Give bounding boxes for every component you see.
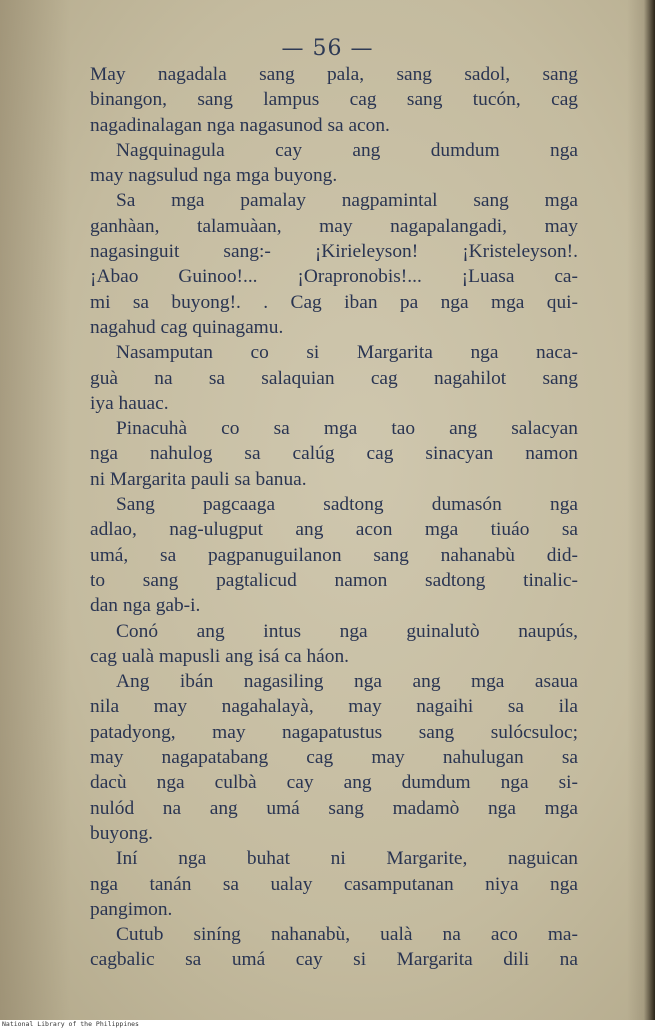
text-line: buyong. — [90, 822, 154, 844]
body-text — [90, 62, 578, 973]
text-line: nagasinguit sang:- ¡Kirieleyson! ¡Kristeleyson!. — [90, 241, 578, 263]
text-line: ¡Abao Guinoo!... ¡Orapronobis!... ¡Luasa ca- — [90, 266, 578, 288]
text-line: adlao, nag-ulugput ang acon mga tiuáo sa — [90, 519, 578, 541]
text-line: nulód na ang umá sang madamò nga mga — [90, 797, 578, 819]
text-line: cag ualà mapusli ang isá ca háon. — [90, 645, 349, 667]
text-line: Pinacuhà co sa mga tao ang salacyan — [116, 418, 578, 440]
text-line: Iní nga buhat ni Margarite, naguican — [116, 848, 578, 870]
text-line: iya hauac. — [90, 392, 169, 414]
text-line: nila may nagahalayà, may nagaihi sa ila — [90, 696, 578, 718]
page-number: — 56 — — [281, 36, 374, 61]
text-line: pangimon. — [90, 898, 173, 920]
text-line: dan nga gab-i. — [90, 595, 201, 617]
text-line: Ang ibán nagasiling nga ang mga asaua — [116, 671, 578, 693]
text-line: ganhàan, talamuàan, may nagapalangadi, may — [90, 215, 578, 237]
text-line: binangon, sang lampus cag sang tucón, cag — [90, 89, 578, 111]
text-line: Nasamputan co si Margarita nga naca- — [116, 342, 578, 364]
text-line: may nagapatabang cag may nahulugan sa — [90, 747, 578, 769]
text-line: dacù nga culbà cay ang dumdum nga si- — [90, 772, 578, 794]
footer-credit: National Library of the Philippines — [2, 1020, 139, 1028]
text-line: guà na sa salaquian cag nagahilot sang — [90, 367, 578, 389]
text-line: umá, sa pagpanuguilanon sang nahanabù did- — [90, 544, 578, 566]
text-line: Sang pagcaaga sadtong dumasón nga — [116, 494, 578, 516]
text-line: Conó ang intus nga guinalutò naupús, — [116, 620, 578, 642]
text-line: mi sa buyong!. . Cag iban pa nga mga qui- — [90, 291, 578, 313]
text-line: Cutub siníng nahanabù, ualà na aco ma- — [116, 924, 578, 946]
text-line: Sa mga pamalay nagpamintal sang mga — [116, 190, 578, 212]
text-line: Nagquinagula cay ang dumdum nga — [116, 139, 578, 161]
text-line: nga nahulog sa calúg cag sinacyan namon — [90, 443, 578, 465]
text-line: nagadinalagan nga nagasunod sa acon. — [90, 114, 390, 136]
text-line: May nagadala sang pala, sang sadol, sang — [90, 64, 578, 85]
text-line: may nagsulud nga mga buyong. — [90, 165, 338, 187]
text-line: to sang pagtalicud namon sadtong tinalic- — [90, 569, 578, 591]
text-line: nga tanán sa ualay casamputanan niya nga — [90, 873, 578, 895]
text-line: patadyong, may nagapatustus sang sulócsuloc; — [90, 721, 578, 743]
text-line: nagahud cag quinagamu. — [90, 316, 284, 338]
text-line: ni Margarita pauli sa banua. — [90, 468, 307, 490]
page-shadow-right — [627, 0, 655, 1020]
page-shadow-left — [0, 0, 70, 1020]
text-line: cagbalic sa umá cay si Margarita dili na — [90, 949, 578, 971]
